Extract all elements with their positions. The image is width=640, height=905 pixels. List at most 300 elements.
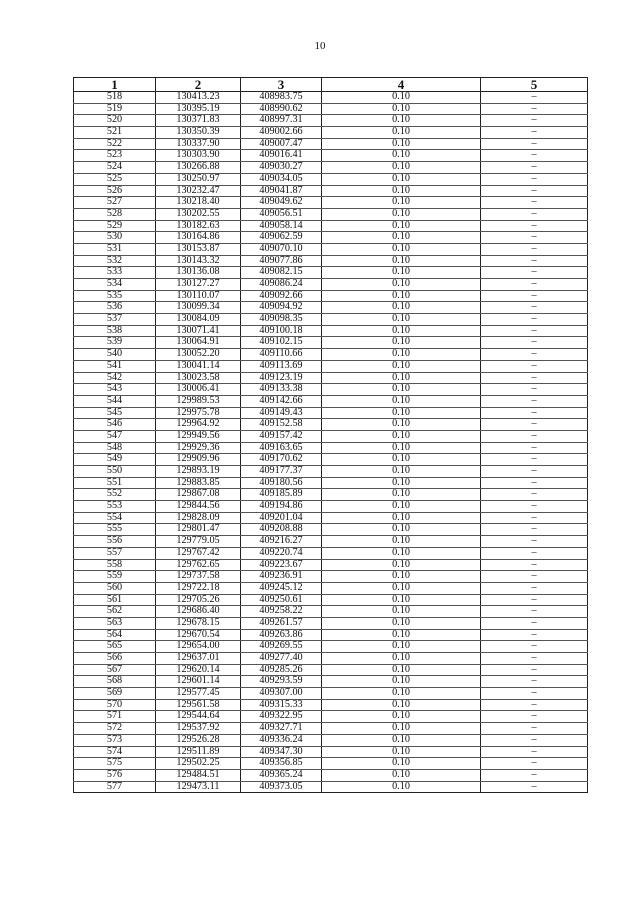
table-cell-col-5: –	[481, 536, 588, 548]
table-cell-col-2: 130153.87	[156, 243, 241, 255]
table-cell-col-3: 409113.69	[241, 360, 322, 372]
table-cell-col-1: 562	[74, 606, 156, 618]
table-cell-col-2: 130041.14	[156, 360, 241, 372]
table-row	[74, 536, 588, 548]
table-cell-col-1: 537	[74, 314, 156, 326]
column-header-1: 1	[74, 78, 156, 92]
table-cell-col-4: 0.10	[322, 220, 481, 232]
table-cell-col-2: 130266.88	[156, 162, 241, 174]
table-cell-col-1: 530	[74, 232, 156, 244]
table-cell-col-5: –	[481, 769, 588, 781]
table-row	[74, 571, 588, 583]
table-cell-col-5: –	[481, 430, 588, 442]
table-cell-col-4: 0.10	[322, 571, 481, 583]
table-cell-col-3: 409258.22	[241, 606, 322, 618]
table-cell-col-5: –	[481, 360, 588, 372]
table-cell-col-3: 409007.47	[241, 138, 322, 150]
table-cell-col-1: 525	[74, 173, 156, 185]
table-cell-col-4: 0.10	[322, 162, 481, 174]
table-cell-col-3: 409149.43	[241, 407, 322, 419]
table-cell-col-3: 409034.05	[241, 173, 322, 185]
table-row	[74, 547, 588, 559]
table-cell-col-5: –	[481, 325, 588, 337]
table-cell-col-3: 409142.66	[241, 395, 322, 407]
table-cell-col-3: 409216.27	[241, 536, 322, 548]
table-cell-col-4: 0.10	[322, 606, 481, 618]
table-header-row	[74, 78, 588, 92]
table-cell-col-4: 0.10	[322, 758, 481, 770]
table-row	[74, 559, 588, 571]
table-cell-col-3: 409223.67	[241, 559, 322, 571]
table-cell-col-3: 409201.04	[241, 512, 322, 524]
table-cell-col-3: 409070.10	[241, 243, 322, 255]
table-cell-col-3: 409049.62	[241, 197, 322, 209]
table-cell-col-1: 555	[74, 524, 156, 536]
table-cell-col-4: 0.10	[322, 395, 481, 407]
table-cell-col-4: 0.10	[322, 372, 481, 384]
table-cell-col-2: 129537.92	[156, 723, 241, 735]
table-cell-col-2: 130006.41	[156, 384, 241, 396]
table-cell-col-5: –	[481, 781, 588, 793]
table-cell-col-5: –	[481, 746, 588, 758]
table-cell-col-3: 409285.26	[241, 664, 322, 676]
table-cell-col-3: 409336.24	[241, 734, 322, 746]
table-row	[74, 617, 588, 629]
table-row	[74, 92, 588, 104]
table-cell-col-2: 129722.18	[156, 582, 241, 594]
table-cell-col-1: 575	[74, 758, 156, 770]
table-row	[74, 290, 588, 302]
table-cell-col-4: 0.10	[322, 208, 481, 220]
table-cell-col-1: 521	[74, 127, 156, 139]
table-cell-col-3: 409082.15	[241, 267, 322, 279]
table-cell-col-4: 0.10	[322, 138, 481, 150]
table-cell-col-4: 0.10	[322, 594, 481, 606]
table-cell-col-3: 409322.95	[241, 711, 322, 723]
table-cell-col-2: 129544.64	[156, 711, 241, 723]
table-cell-col-5: –	[481, 582, 588, 594]
table-cell-col-3: 409110.66	[241, 349, 322, 361]
table-cell-col-3: 409163.65	[241, 442, 322, 454]
table-cell-col-4: 0.10	[322, 407, 481, 419]
table-cell-col-3: 409058.14	[241, 220, 322, 232]
table-row	[74, 653, 588, 665]
table-cell-col-2: 129502.25	[156, 758, 241, 770]
table-cell-col-1: 543	[74, 384, 156, 396]
table-row	[74, 524, 588, 536]
table-cell-col-2: 130071.41	[156, 325, 241, 337]
coordinates-table	[73, 77, 588, 793]
table-row	[74, 641, 588, 653]
table-cell-col-1: 556	[74, 536, 156, 548]
table-row	[74, 337, 588, 349]
table-row	[74, 115, 588, 127]
table-cell-col-5: –	[481, 185, 588, 197]
table-cell-col-5: –	[481, 232, 588, 244]
table-cell-col-3: 409327.71	[241, 723, 322, 735]
table-cell-col-4: 0.10	[322, 617, 481, 629]
table-cell-col-4: 0.10	[322, 279, 481, 291]
table-cell-col-5: –	[481, 302, 588, 314]
table-cell-col-5: –	[481, 512, 588, 524]
table-cell-col-2: 129909.96	[156, 454, 241, 466]
table-cell-col-1: 541	[74, 360, 156, 372]
table-row	[74, 769, 588, 781]
table-row	[74, 138, 588, 150]
table-row	[74, 197, 588, 209]
table-cell-col-4: 0.10	[322, 653, 481, 665]
table-cell-col-4: 0.10	[322, 664, 481, 676]
table-row	[74, 384, 588, 396]
table-cell-col-2: 130218.40	[156, 197, 241, 209]
table-cell-col-2: 129484.51	[156, 769, 241, 781]
table-cell-col-2: 129620.14	[156, 664, 241, 676]
table-cell-col-3: 409365.24	[241, 769, 322, 781]
table-cell-col-1: 551	[74, 477, 156, 489]
table-cell-col-2: 129893.19	[156, 466, 241, 478]
table-cell-col-1: 538	[74, 325, 156, 337]
table-cell-col-4: 0.10	[322, 419, 481, 431]
table-cell-col-3: 409092.66	[241, 290, 322, 302]
table-cell-col-2: 129511.89	[156, 746, 241, 758]
table-row	[74, 185, 588, 197]
table-cell-col-3: 409293.59	[241, 676, 322, 688]
table-row	[74, 220, 588, 232]
table-cell-col-4: 0.10	[322, 173, 481, 185]
table-cell-col-4: 0.10	[322, 711, 481, 723]
table-cell-col-5: –	[481, 489, 588, 501]
table-cell-col-5: –	[481, 290, 588, 302]
table-cell-col-1: 546	[74, 419, 156, 431]
table-cell-col-5: –	[481, 150, 588, 162]
table-cell-col-1: 548	[74, 442, 156, 454]
table-cell-col-5: –	[481, 617, 588, 629]
table-cell-col-1: 567	[74, 664, 156, 676]
table-cell-col-1: 528	[74, 208, 156, 220]
table-cell-col-4: 0.10	[322, 150, 481, 162]
table-cell-col-1: 576	[74, 769, 156, 781]
page-number: 10	[314, 40, 326, 52]
table-cell-col-1: 561	[74, 594, 156, 606]
table-cell-col-1: 534	[74, 279, 156, 291]
table-cell-col-4: 0.10	[322, 232, 481, 244]
table-cell-col-3: 409123.19	[241, 372, 322, 384]
table-row	[74, 477, 588, 489]
table-cell-col-5: –	[481, 419, 588, 431]
table-cell-col-5: –	[481, 279, 588, 291]
table-cell-col-2: 129767.42	[156, 547, 241, 559]
table-cell-col-2: 129964.92	[156, 419, 241, 431]
table-cell-col-3: 408983.75	[241, 92, 322, 104]
table-row	[74, 173, 588, 185]
table-cell-col-4: 0.10	[322, 430, 481, 442]
table-cell-col-2: 129705.26	[156, 594, 241, 606]
table-cell-col-1: 557	[74, 547, 156, 559]
table-cell-col-5: –	[481, 477, 588, 489]
table-cell-col-1: 560	[74, 582, 156, 594]
table-cell-col-4: 0.10	[322, 559, 481, 571]
table-cell-col-5: –	[481, 454, 588, 466]
table-row	[74, 501, 588, 513]
table-cell-col-1: 577	[74, 781, 156, 793]
table-cell-col-5: –	[481, 606, 588, 618]
table-cell-col-2: 130202.55	[156, 208, 241, 220]
table-cell-col-1: 571	[74, 711, 156, 723]
table-row	[74, 688, 588, 700]
table-cell-col-4: 0.10	[322, 699, 481, 711]
table-cell-col-1: 545	[74, 407, 156, 419]
table-row	[74, 606, 588, 618]
table-cell-col-4: 0.10	[322, 302, 481, 314]
table-cell-col-5: –	[481, 103, 588, 115]
table-cell-col-3: 409180.56	[241, 477, 322, 489]
table-cell-col-3: 409157.42	[241, 430, 322, 442]
table-cell-col-4: 0.10	[322, 290, 481, 302]
table-row	[74, 279, 588, 291]
table-cell-col-2: 130250.97	[156, 173, 241, 185]
table-cell-col-1: 524	[74, 162, 156, 174]
table-row	[74, 360, 588, 372]
table-cell-col-5: –	[481, 255, 588, 267]
table-cell-col-1: 549	[74, 454, 156, 466]
table-row	[74, 582, 588, 594]
table-cell-col-5: –	[481, 559, 588, 571]
table-cell-col-2: 129686.40	[156, 606, 241, 618]
table-cell-col-2: 130413.23	[156, 92, 241, 104]
table-cell-col-5: –	[481, 314, 588, 326]
table-cell-col-2: 129526.28	[156, 734, 241, 746]
table-cell-col-1: 572	[74, 723, 156, 735]
table-row	[74, 407, 588, 419]
table-cell-col-4: 0.10	[322, 734, 481, 746]
table-cell-col-5: –	[481, 734, 588, 746]
table-cell-col-1: 519	[74, 103, 156, 115]
table-cell-col-1: 542	[74, 372, 156, 384]
table-cell-col-4: 0.10	[322, 360, 481, 372]
table-row	[74, 699, 588, 711]
table-cell-col-3: 409185.89	[241, 489, 322, 501]
table-cell-col-4: 0.10	[322, 547, 481, 559]
table-cell-col-2: 129844.56	[156, 501, 241, 513]
table-cell-col-3: 409269.55	[241, 641, 322, 653]
table-cell-col-1: 531	[74, 243, 156, 255]
table-cell-col-2: 129737.58	[156, 571, 241, 583]
table-cell-col-2: 130099.34	[156, 302, 241, 314]
table-cell-col-4: 0.10	[322, 185, 481, 197]
table-cell-col-1: 553	[74, 501, 156, 513]
table-cell-col-4: 0.10	[322, 582, 481, 594]
table-cell-col-1: 573	[74, 734, 156, 746]
table-cell-col-3: 409347.30	[241, 746, 322, 758]
table-row	[74, 466, 588, 478]
table-cell-col-2: 129670.54	[156, 629, 241, 641]
table-cell-col-4: 0.10	[322, 512, 481, 524]
table-row	[74, 454, 588, 466]
table-cell-col-5: –	[481, 688, 588, 700]
table-cell-col-2: 130143.32	[156, 255, 241, 267]
table-cell-col-5: –	[481, 676, 588, 688]
table-cell-col-1: 563	[74, 617, 156, 629]
table-cell-col-2: 129989.53	[156, 395, 241, 407]
table-cell-col-5: –	[481, 723, 588, 735]
table-row	[74, 676, 588, 688]
table-cell-col-5: –	[481, 138, 588, 150]
table-row	[74, 208, 588, 220]
table-cell-col-3: 409356.85	[241, 758, 322, 770]
table-cell-col-5: –	[481, 92, 588, 104]
table-cell-col-3: 409263.86	[241, 629, 322, 641]
table-cell-col-3: 409373.05	[241, 781, 322, 793]
table-cell-col-4: 0.10	[322, 442, 481, 454]
table-cell-col-2: 129762.65	[156, 559, 241, 571]
table-cell-col-2: 130371.83	[156, 115, 241, 127]
table-cell-col-5: –	[481, 115, 588, 127]
table-cell-col-4: 0.10	[322, 267, 481, 279]
table-cell-col-3: 409261.57	[241, 617, 322, 629]
table-cell-col-5: –	[481, 162, 588, 174]
table-row	[74, 395, 588, 407]
table-cell-col-3: 409315.33	[241, 699, 322, 711]
table-cell-col-2: 129473.11	[156, 781, 241, 793]
table-cell-col-1: 529	[74, 220, 156, 232]
table-cell-col-2: 130350.39	[156, 127, 241, 139]
table-cell-col-1: 554	[74, 512, 156, 524]
table-cell-col-4: 0.10	[322, 501, 481, 513]
table-row	[74, 758, 588, 770]
table-row	[74, 103, 588, 115]
table-cell-col-4: 0.10	[322, 536, 481, 548]
table-cell-col-5: –	[481, 653, 588, 665]
table-cell-col-3: 409236.91	[241, 571, 322, 583]
table-cell-col-2: 129779.05	[156, 536, 241, 548]
table-cell-col-3: 409250.61	[241, 594, 322, 606]
table-cell-col-1: 568	[74, 676, 156, 688]
table-cell-col-5: –	[481, 442, 588, 454]
table-cell-col-2: 130052.20	[156, 349, 241, 361]
table-cell-col-1: 526	[74, 185, 156, 197]
table-cell-col-3: 409208.88	[241, 524, 322, 536]
table-row	[74, 302, 588, 314]
table-cell-col-1: 520	[74, 115, 156, 127]
table-cell-col-2: 129601.14	[156, 676, 241, 688]
table-cell-col-3: 409077.86	[241, 255, 322, 267]
table-cell-col-2: 129561.58	[156, 699, 241, 711]
table-row	[74, 419, 588, 431]
table-cell-col-5: –	[481, 372, 588, 384]
table-cell-col-5: –	[481, 664, 588, 676]
table-cell-col-1: 544	[74, 395, 156, 407]
table-cell-col-3: 409245.12	[241, 582, 322, 594]
table-row	[74, 781, 588, 793]
table-cell-col-2: 130395.19	[156, 103, 241, 115]
table-cell-col-5: –	[481, 349, 588, 361]
table-cell-col-2: 130084.09	[156, 314, 241, 326]
table-cell-col-1: 569	[74, 688, 156, 700]
table-cell-col-1: 535	[74, 290, 156, 302]
table-row	[74, 430, 588, 442]
table-cell-col-4: 0.10	[322, 723, 481, 735]
table-row	[74, 314, 588, 326]
table-cell-col-1: 550	[74, 466, 156, 478]
table-cell-col-5: –	[481, 641, 588, 653]
table-cell-col-4: 0.10	[322, 243, 481, 255]
table-row	[74, 243, 588, 255]
table-cell-col-5: –	[481, 127, 588, 139]
table-cell-col-2: 129929.36	[156, 442, 241, 454]
table-cell-col-2: 129949.56	[156, 430, 241, 442]
table-cell-col-5: –	[481, 208, 588, 220]
table-cell-col-4: 0.10	[322, 781, 481, 793]
table-row	[74, 629, 588, 641]
table-row	[74, 512, 588, 524]
table-cell-col-3: 409277.40	[241, 653, 322, 665]
table-cell-col-1: 523	[74, 150, 156, 162]
table-cell-col-2: 129801.47	[156, 524, 241, 536]
table-cell-col-4: 0.10	[322, 454, 481, 466]
table-row	[74, 255, 588, 267]
table-cell-col-3: 409307.00	[241, 688, 322, 700]
table-cell-col-2: 129637.01	[156, 653, 241, 665]
table-row	[74, 442, 588, 454]
table-cell-col-2: 130136.08	[156, 267, 241, 279]
table-cell-col-5: –	[481, 594, 588, 606]
table-cell-col-3: 408997.31	[241, 115, 322, 127]
table-cell-col-2: 129654.00	[156, 641, 241, 653]
table-cell-col-3: 409194.86	[241, 501, 322, 513]
table-cell-col-3: 409220.74	[241, 547, 322, 559]
table-cell-col-5: –	[481, 337, 588, 349]
table-cell-col-5: –	[481, 501, 588, 513]
table-cell-col-5: –	[481, 220, 588, 232]
table-row	[74, 734, 588, 746]
table-cell-col-5: –	[481, 524, 588, 536]
table-cell-col-3: 409133.38	[241, 384, 322, 396]
table-row	[74, 150, 588, 162]
table-cell-col-4: 0.10	[322, 103, 481, 115]
table-cell-col-1: 532	[74, 255, 156, 267]
table-cell-col-4: 0.10	[322, 349, 481, 361]
table-cell-col-2: 130303.90	[156, 150, 241, 162]
table-cell-col-2: 129883.85	[156, 477, 241, 489]
table-cell-col-5: –	[481, 571, 588, 583]
table-cell-col-1: 522	[74, 138, 156, 150]
column-header-4: 4	[322, 78, 481, 92]
table-cell-col-2: 130337.90	[156, 138, 241, 150]
table-cell-col-5: –	[481, 547, 588, 559]
table-cell-col-3: 409016.41	[241, 150, 322, 162]
table-cell-col-3: 409056.51	[241, 208, 322, 220]
table-cell-col-4: 0.10	[322, 92, 481, 104]
table-row	[74, 325, 588, 337]
table-cell-col-3: 408990.62	[241, 103, 322, 115]
table-cell-col-2: 130182.63	[156, 220, 241, 232]
table-cell-col-4: 0.10	[322, 676, 481, 688]
column-header-5: 5	[481, 78, 588, 92]
column-header-2: 2	[156, 78, 241, 92]
table-cell-col-2: 129577.45	[156, 688, 241, 700]
table-row	[74, 232, 588, 244]
table-cell-col-1: 570	[74, 699, 156, 711]
table-cell-col-4: 0.10	[322, 314, 481, 326]
table-cell-col-3: 409100.18	[241, 325, 322, 337]
table-cell-col-1: 564	[74, 629, 156, 641]
table-cell-col-2: 130023.58	[156, 372, 241, 384]
table-cell-col-4: 0.10	[322, 477, 481, 489]
table-cell-col-5: –	[481, 395, 588, 407]
table-cell-col-1: 539	[74, 337, 156, 349]
table-cell-col-2: 129867.08	[156, 489, 241, 501]
table-cell-col-4: 0.10	[322, 384, 481, 396]
